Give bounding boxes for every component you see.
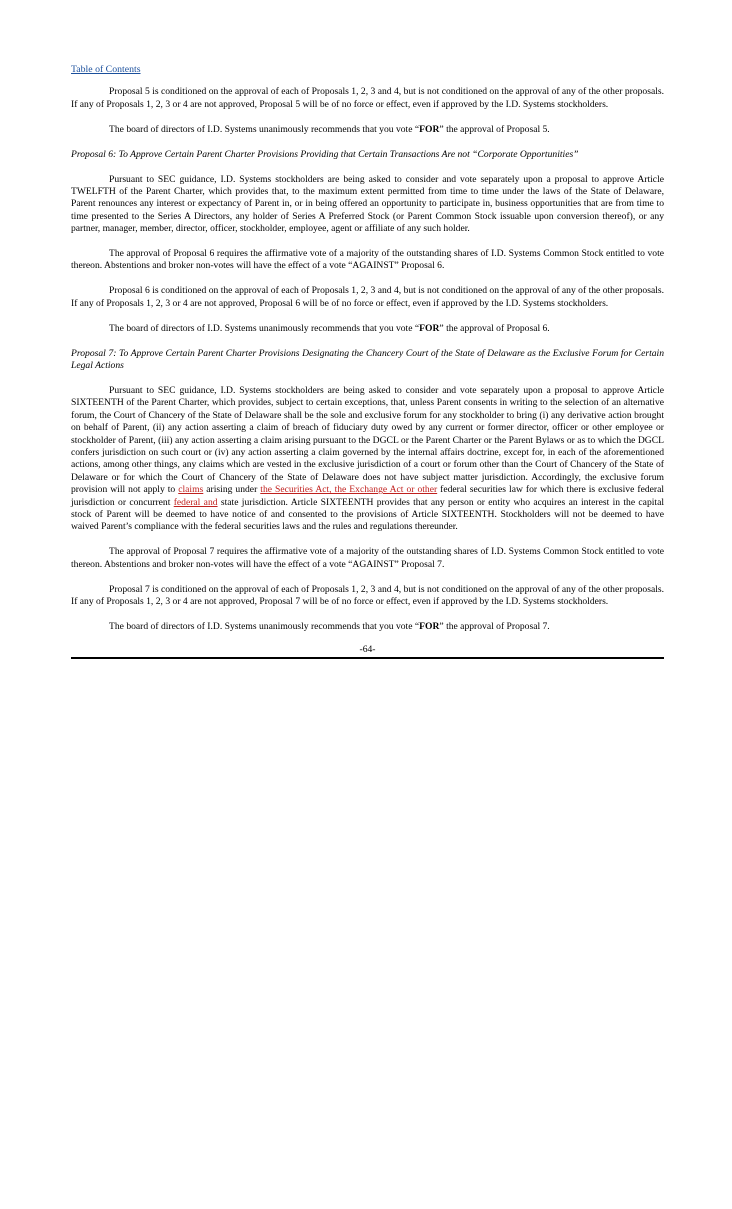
recommendation-text: The board of directors of I.D. Systems unanimously recommends that you vote “	[109, 322, 420, 334]
proposal-7-conditions-paragraph: Proposal 7 is conditioned on the approval of each of Proposals 1, 2, 3 and 4, but is not conditioned on the approval of any of the other proposals. If any of Proposals 1, 2, 3 or 4 are not approved, Proposal 7 will be of no force or effect, even if approved by the I.D. Systems stockholders.	[71, 583, 664, 607]
proposal-7-recommendation-paragraph	[71, 621, 664, 633]
redline-federal-and: federal and	[173, 496, 218, 508]
proposal-6-heading: Proposal 6: To Approve Certain Parent Charter Provisions Providing that Certain Transactions Are not “Corporate Opportunities”	[71, 148, 579, 160]
proposal-7-text-c: federal securities law for which there is exclusive federal jurisdiction or concurrent	[71, 484, 664, 508]
document-page	[71, 64, 664, 659]
redline-securities-acts: the Securities Act, the Exchange Act or other	[260, 484, 438, 496]
proposal-7-text-d: state jurisdiction. Article SIXTEENTH provides that any person or entity who acquires an interest in the capital stock of Parent will be deemed to have notice of and consented to the provisions of Article SIXTEENTH. Stockholders will not be deemed to have waived Parent’s compliance with the federal securities laws and the rules and regulations thereunder.	[71, 496, 664, 533]
proposal-5-conditions-paragraph: Proposal 5 is conditioned on the approval of each of Proposals 1, 2, 3 and 4, but is not conditioned on the approval of any of the other proposals. If any of Proposals 1, 2, 3 or 4 are not approved, Proposal 5 will be of no force or effect, even if approved by the I.D. Systems stockholders.	[71, 86, 664, 110]
for-emphasis: FOR	[419, 123, 440, 135]
table-of-contents-link[interactable]: Table of Contents	[71, 64, 141, 75]
for-emphasis: FOR	[419, 322, 440, 334]
proposal-7-vote-requirement-paragraph: The approval of Proposal 7 requires the affirmative vote of a majority of the outstanding shares of I.D. Systems Common Stock entitled to vote thereon. Abstentions and broker non-votes will have the effect of a vote “AGAINST” Proposal 7.	[71, 546, 664, 570]
proposal-5-recommendation-paragraph	[71, 124, 664, 136]
proposal-6-recommendation-paragraph	[71, 323, 664, 335]
proposal-7-text-a: Pursuant to SEC guidance, I.D. Systems stockholders are being asked to consider and vote separately upon a proposal to approve Article SIXTEENTH of the Parent Charter, which provides, subject to certain exceptions, that, unless Parent consents in writing to the selection of an alternative forum, the Court of Chancery of the State of Delaware shall be the sole and exclusive forum for any stockholder to bring (i) any derivative action brought on behalf of Parent, (ii) any action asserting a claim of breach of fiduciary duty owed by any current or former director, officer or other employee or stockholder of Parent, (iii) any action asserting a claim arising pursuant to the DGCL or the Parent Charter or the Parent Bylaws or as to which the DGCL confers jurisdiction on such court or (iv) any action asserting a claim governed by the internal affairs doctrine, except for, in each of the aforementioned actions, among other things, any claims which are vested in the exclusive jurisdiction of a court or forum other than the Court of Chancery of the State of Delaware or for which the Court of Chancery of the State of Delaware does not have subject matter jurisdiction. Accordingly, the exclusive forum provision will not apply to	[71, 384, 664, 496]
recommendation-text-end: ” the approval of Proposal 5.	[439, 123, 550, 135]
proposal-7-description-paragraph	[71, 385, 664, 534]
page-number: -64-	[71, 644, 664, 659]
proposal-6-vote-requirement-paragraph: The approval of Proposal 6 requires the affirmative vote of a majority of the outstanding shares of I.D. Systems Common Stock entitled to vote thereon. Abstentions and broker non-votes will have the effect of a vote “AGAINST” Proposal 6.	[71, 248, 664, 272]
for-emphasis: FOR	[419, 620, 440, 632]
proposal-7-text-b: arising under	[203, 484, 261, 496]
recommendation-text-end: ” the approval of Proposal 6.	[439, 322, 550, 334]
redline-claims: claims	[178, 484, 204, 496]
proposal-7-heading: Proposal 7: To Approve Certain Parent Charter Provisions Designating the Chancery Court of the State of Delaware as the Exclusive Forum for Certain Legal Actions	[71, 347, 664, 371]
recommendation-text: The board of directors of I.D. Systems unanimously recommends that you vote “	[109, 123, 420, 135]
recommendation-text: The board of directors of I.D. Systems unanimously recommends that you vote “	[109, 620, 420, 632]
recommendation-text-end: ” the approval of Proposal 7.	[439, 620, 550, 632]
proposal-6-description-paragraph: Pursuant to SEC guidance, I.D. Systems stockholders are being asked to consider and vote separately upon a proposal to approve Article TWELFTH of the Parent Charter, which provides that, to the maximum extent permitted from time to time under the laws of the State of Delaware, Parent renounces any interest or expectancy of Parent in, or in being offered an opportunity to participate in, business opportunities that are from time to time presented to the Series A Directors, any holder of Series A Preferred Stock (or Parent Common Stock issuable upon conversion thereof), or any partner, manager, member, director, officer, stockholder, employee, agent or affiliate of any such holder.	[71, 173, 664, 235]
proposal-6-conditions-paragraph: Proposal 6 is conditioned on the approval of each of Proposals 1, 2, 3 and 4, but is not conditioned on the approval of any of the other proposals. If any of Proposals 1, 2, 3 or 4 are not approved, Proposal 6 will be of no force or effect, even if approved by the I.D. Systems stockholders.	[71, 285, 664, 309]
